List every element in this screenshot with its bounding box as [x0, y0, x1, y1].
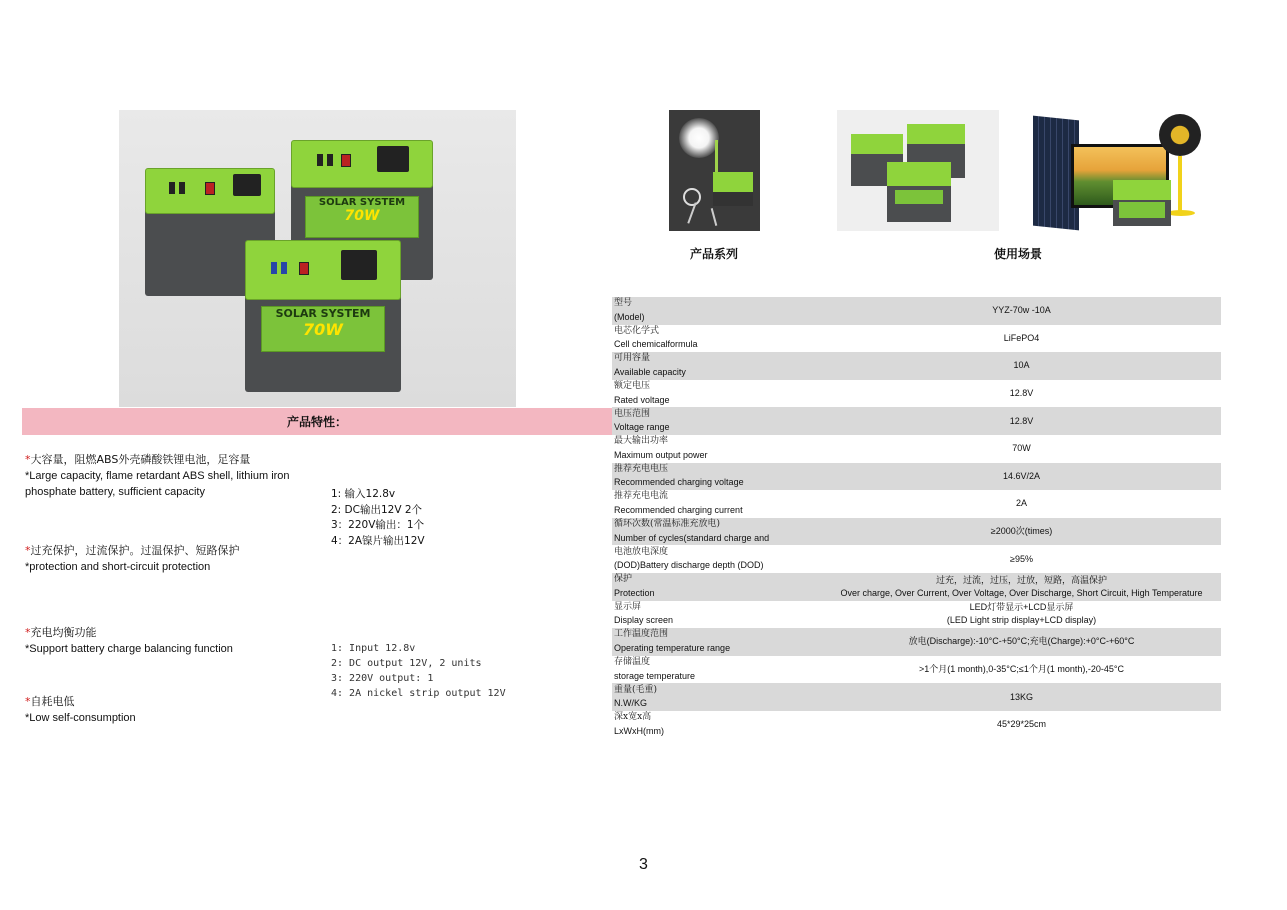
product-photo-lamp [669, 110, 760, 231]
page-number: 3 [639, 856, 648, 873]
spec-label [612, 325, 822, 353]
photo-label-watt: 70W [344, 208, 380, 224]
photo-label-text: SOLAR SYSTEM [318, 197, 406, 208]
output-item: 3：220V输出：1个 [331, 519, 425, 531]
spec-value [822, 380, 1221, 408]
feature-item [25, 625, 315, 657]
spec-label-en: Cell chemicalformula [614, 339, 698, 350]
product-photo-scene [1025, 110, 1213, 231]
spec-label-zh: 深x宽x高 [614, 712, 652, 723]
spec-value-text: Over charge, Over Current, Over Voltage, Over Discharge, Short Circuit, High Temperature [840, 587, 1203, 598]
spec-value [822, 545, 1221, 573]
spec-value-text: 14.6V/2A [1002, 470, 1041, 481]
spec-label-zh: 工作温度范围 [614, 629, 669, 640]
spec-label [612, 518, 822, 546]
spec-label [612, 711, 822, 739]
spec-row [612, 711, 1221, 739]
spec-row [612, 656, 1221, 684]
spec-value-text: 2A [1015, 498, 1027, 509]
spec-row [612, 490, 1221, 518]
output-item: 2: DC输出12V 2个 [331, 503, 423, 516]
feature-item [25, 543, 315, 575]
spec-label [612, 683, 822, 711]
feature-zh: 过充保护，过流保护。过温保护、短路保护 [30, 544, 240, 557]
feature-star: * [25, 544, 31, 557]
outputs-list-en [331, 641, 531, 701]
spec-label-en: Operating temperature range [614, 642, 731, 653]
spec-label-en: storage temperature [614, 670, 696, 681]
output-item: 4: 2A nickel strip output 12V [331, 688, 506, 699]
output-item: 3: 220V output: 1 [331, 673, 434, 684]
feature-zh: 大容量，阻燃ABS外壳磷酸铁锂电池，足容量 [30, 453, 251, 466]
feature-star: * [25, 626, 31, 639]
spec-value-text: 13KG [1009, 691, 1033, 702]
spec-value-text: LED灯带显示+LCD显示屏 [969, 602, 1074, 613]
outputs-list-zh [331, 487, 511, 549]
output-item: 4：2A镍片输出12V [331, 534, 425, 547]
spec-value [822, 711, 1221, 739]
spec-label-zh: 重量(毛重) [614, 684, 658, 695]
spec-value [822, 407, 1221, 435]
spec-label [612, 656, 822, 684]
spec-label [612, 628, 822, 656]
spec-label [612, 601, 822, 629]
spec-label-en: (DOD)Battery discharge depth (DOD) [614, 560, 764, 571]
spec-row [612, 601, 1221, 629]
spec-value-text: 过充，过流，过压，过放，短路，高温保护 [935, 574, 1107, 585]
spec-label-zh: 存储温度 [614, 657, 651, 668]
spec-row [612, 628, 1221, 656]
spec-value [822, 518, 1221, 546]
spec-label-zh: 电芯化学式 [614, 325, 660, 336]
spec-value-text: ≥95% [1010, 553, 1033, 564]
spec-label-en: Display screen [614, 615, 674, 626]
features-title: 产品特性： [286, 415, 347, 429]
spec-row [612, 325, 1221, 353]
spec-label [612, 380, 822, 408]
feature-zh: 充电均衡功能 [30, 626, 97, 639]
spec-label-zh: 推荐充电电流 [614, 491, 669, 502]
spec-row [612, 518, 1221, 546]
caption-scene: 使用场景 [993, 247, 1042, 261]
spec-row [612, 352, 1221, 380]
spec-label [612, 463, 822, 491]
spec-value [822, 297, 1221, 325]
spec-row [612, 683, 1221, 711]
spec-value [822, 352, 1221, 380]
spec-value-text: 45*29*25cm [996, 719, 1047, 730]
spec-label-en: Number of cycles(standard charge and [614, 532, 770, 543]
spec-label-zh: 电池放电深度 [614, 546, 669, 557]
feature-star: * [25, 695, 31, 708]
battery-image [245, 240, 401, 392]
spec-label-en: Voltage range [614, 422, 670, 433]
spec-label-en: (Model) [614, 311, 645, 322]
spec-label-en: LxWxH(mm) [614, 725, 664, 736]
feature-en: *protection and short-circuit protection [25, 561, 211, 573]
spec-label [612, 352, 822, 380]
spec-label-zh: 循环次数(常温标准充放电) [614, 519, 721, 530]
features-title-bar [22, 408, 612, 435]
spec-label-zh: 推荐充电电压 [614, 463, 669, 474]
spec-value [822, 435, 1221, 463]
spec-row [612, 407, 1221, 435]
feature-item [25, 452, 310, 500]
spec-row [612, 297, 1221, 325]
spec-label-zh: 可用容量 [614, 353, 651, 364]
caption-series: 产品系列 [689, 247, 738, 261]
spec-value-text: YYZ-70w -10A [992, 305, 1051, 316]
spec-value-text: 放电(Discharge):-10°C-+50°C;充电(Charge):+0°C-+60°C [908, 636, 1135, 647]
spec-label [612, 490, 822, 518]
spec-row [612, 545, 1221, 573]
spec-label-zh: 保护 [614, 574, 633, 585]
spec-row [612, 463, 1221, 491]
spec-label-zh: 显示屏 [614, 601, 642, 612]
spec-label-zh: 最大输出功率 [614, 436, 669, 447]
spec-value [822, 573, 1221, 601]
spec-label-en: Protection [614, 587, 655, 598]
spec-value-text: >1个月(1 month),0-35°C;≤1个月(1 month),-20-45°C [919, 664, 1124, 675]
spec-value-text: 12.8V [1009, 415, 1034, 426]
product-photo-main [119, 110, 516, 407]
spec-row [612, 380, 1221, 408]
spec-label-en: Available capacity [614, 366, 686, 377]
spec-value [822, 683, 1221, 711]
spec-label [612, 407, 822, 435]
spec-label [612, 573, 822, 601]
spec-label-en: Recommended charging voltage [614, 477, 744, 488]
output-item: 1: 输入12.8v [331, 488, 396, 500]
spec-value-text: ≥2000次(times) [990, 526, 1053, 537]
product-photo-series [837, 110, 999, 231]
spec-label-en: Maximum output power [614, 449, 708, 460]
spec-value-text: (LED Light strip display+LCD display) [946, 615, 1097, 626]
spec-label [612, 435, 822, 463]
spec-label-zh: 电压范围 [614, 408, 651, 419]
feature-en: *Large capacity, flame retardant ABS shell, lithium iron phosphate battery, sufficient capacity [25, 470, 290, 498]
spec-value [822, 463, 1221, 491]
feature-star: * [25, 453, 31, 466]
spec-row [612, 573, 1221, 601]
feature-en: *Low self-consumption [25, 712, 136, 724]
spec-label [612, 545, 822, 573]
spec-value [822, 656, 1221, 684]
feature-zh: 自耗电低 [30, 695, 75, 708]
spec-value-text: 12.8V [1009, 388, 1034, 399]
photo-label-watt: 70W [303, 320, 343, 339]
spec-value [822, 325, 1221, 353]
spec-label-en: Rated voltage [614, 394, 670, 405]
spec-value [822, 628, 1221, 656]
spec-value-text: 70W [1012, 443, 1031, 454]
output-item: 2: DC output 12V, 2 units [331, 658, 482, 669]
spec-label-zh: 额定电压 [614, 381, 651, 392]
spec-label-zh: 型号 [614, 298, 633, 309]
spec-value [822, 490, 1221, 518]
spec-label-en: Recommended charging current [614, 504, 743, 515]
spec-label-en: N.W/KG [614, 698, 647, 709]
spec-value-text: 10A [1013, 360, 1030, 371]
spec-table [612, 297, 1221, 739]
output-item: 1: Input 12.8v [331, 643, 416, 654]
feature-item [25, 694, 315, 726]
photo-label-text: SOLAR SYSTEM [275, 307, 371, 320]
spec-label [612, 297, 822, 325]
spec-row [612, 435, 1221, 463]
feature-en: *Support battery charge balancing function [25, 643, 233, 655]
spec-value-text: LiFePO4 [1003, 332, 1040, 343]
spec-value [822, 601, 1221, 629]
